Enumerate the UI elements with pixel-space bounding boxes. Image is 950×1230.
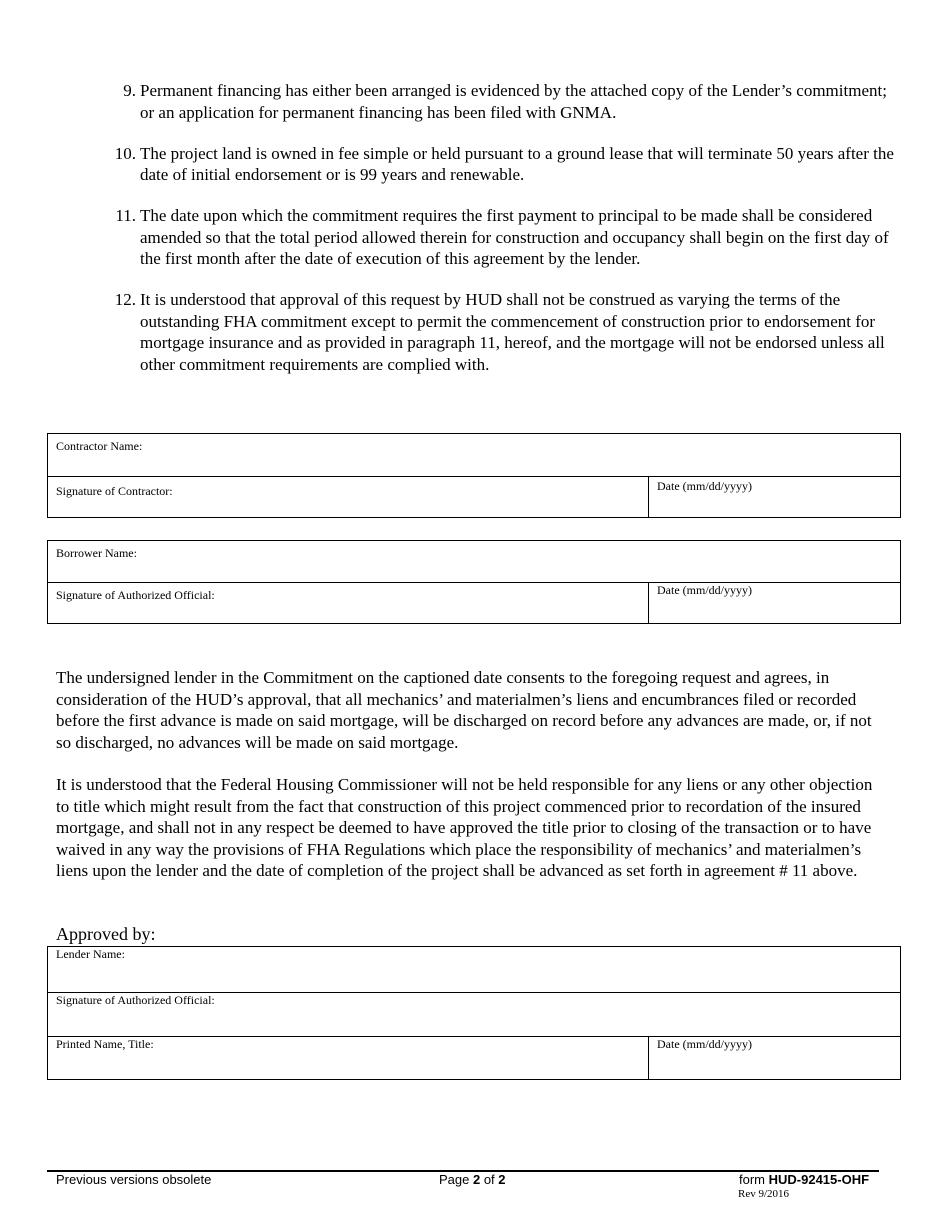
borrower-signature-field[interactable] xyxy=(48,583,648,623)
form-prefix: form xyxy=(739,1172,769,1187)
page-total: 2 xyxy=(498,1172,506,1187)
list-item xyxy=(112,80,902,123)
lender-date-label: Date (mm/dd/yyyy) xyxy=(657,1037,752,1051)
contractor-name-field[interactable] xyxy=(48,434,900,476)
item-number: 10. xyxy=(114,143,136,163)
list-item xyxy=(112,289,902,375)
borrower-box xyxy=(47,540,901,624)
lender-name-field[interactable] xyxy=(48,947,900,992)
borrower-signature-row xyxy=(48,582,900,623)
contractor-signature-label: Signature of Contractor: xyxy=(56,484,173,498)
borrower-signature-label: Signature of Authorized Official: xyxy=(56,588,215,602)
item-text: The date upon which the commitment requires the first payment to principal to be made shall be considered amended so that the total period allowed therein for construction and occupancy shall begin on the first day of the first month after the date of execution of this agreement by the lender. xyxy=(140,206,889,268)
contractor-box xyxy=(47,433,901,518)
lender-date-field[interactable] xyxy=(648,1037,900,1079)
footer-form-number xyxy=(739,1172,869,1187)
lender-name-row xyxy=(48,947,900,992)
page-prefix: Page xyxy=(439,1172,473,1187)
contractor-date-field[interactable] xyxy=(648,477,900,517)
list-item xyxy=(112,205,902,270)
page-of: of xyxy=(480,1172,499,1187)
lender-signature-field[interactable] xyxy=(48,993,900,1036)
conditions-list xyxy=(112,80,902,395)
lender-name-label: Lender Name: xyxy=(56,947,125,961)
lender-printed-label: Printed Name, Title: xyxy=(56,1037,154,1051)
contractor-signature-field[interactable] xyxy=(48,477,648,517)
item-text: Permanent financing has either been arranged is evidenced by the attached copy of the Lender’s commitment; or an application for permanent financing has been filed with GNMA. xyxy=(140,81,887,122)
borrower-name-label: Borrower Name: xyxy=(56,546,137,560)
item-number: 12. xyxy=(114,290,136,309)
lender-printed-name-field[interactable] xyxy=(48,1037,648,1079)
item-text: It is understood that approval of this request by HUD shall not be construed as varying the terms of the outstanding FHA commitment except to permit the commencement of construction prior to endorsement for mortgage insurance and as provided in paragraph 11, hereof, and the mortgage will not be endorsed unless all other commitment requirements are complied with. xyxy=(140,290,885,374)
borrower-date-field[interactable] xyxy=(648,583,900,623)
item-text: The project land is owned in fee simple or held pursuant to a ground lease that will terminate 50 years after the date of initial endorsement or is 99 years and renewable. xyxy=(140,143,894,184)
borrower-name-field[interactable] xyxy=(48,541,900,582)
lender-signature-label: Signature of Authorized Official: xyxy=(56,993,215,1007)
form-id: HUD-92415-OHF xyxy=(768,1172,870,1187)
item-number: 11. xyxy=(115,206,136,225)
lender-box xyxy=(47,946,901,1080)
lender-printed-row xyxy=(48,1036,900,1079)
contractor-name-label: Contractor Name: xyxy=(56,439,143,453)
footer-obsolete-note: Previous versions obsolete xyxy=(56,1172,212,1187)
commissioner-statement-paragraph: It is understood that the Federal Housing Commissioner will not be held responsible for any liens or any other objection to title which might result from the fact that construction of this project commenced prior to recordation of the insured mortgage, and shall not in any respect be deemed to have approved the title prior to closing of the transaction or to have waived in any way the provisions of FHA Regulations which place the responsibility of mechanics’ and materialmen’s liens upon the lender and the date of completion of the project shall be advanced as set forth in agreement # 11 above. xyxy=(56,775,873,880)
contractor-date-label: Date (mm/dd/yyyy) xyxy=(657,479,752,493)
approved-by-heading: Approved by: xyxy=(56,924,156,944)
borrower-name-row xyxy=(48,541,900,582)
footer-page-number xyxy=(439,1172,506,1187)
contractor-signature-row xyxy=(48,476,900,517)
borrower-date-label: Date (mm/dd/yyyy) xyxy=(657,583,752,597)
lender-signature-row xyxy=(48,992,900,1036)
item-number: 9. xyxy=(123,81,136,100)
contractor-name-row xyxy=(48,434,900,476)
list-item xyxy=(112,143,902,186)
page-current: 2 xyxy=(472,1172,481,1187)
lender-consent-paragraph: The undersigned lender in the Commitment on the captioned date consents to the foregoing request and agrees, in consideration of the HUD’s approval, that all mechanics’ and materialmen’s liens and encumbrances filed or recorded before the first advance is made on said mortgage, will be discharged on record before any advances are made, or, if not so discharged, no advances will be made on said mortgage. xyxy=(56,668,872,752)
footer-revision: Rev 9/2016 xyxy=(738,1188,790,1200)
